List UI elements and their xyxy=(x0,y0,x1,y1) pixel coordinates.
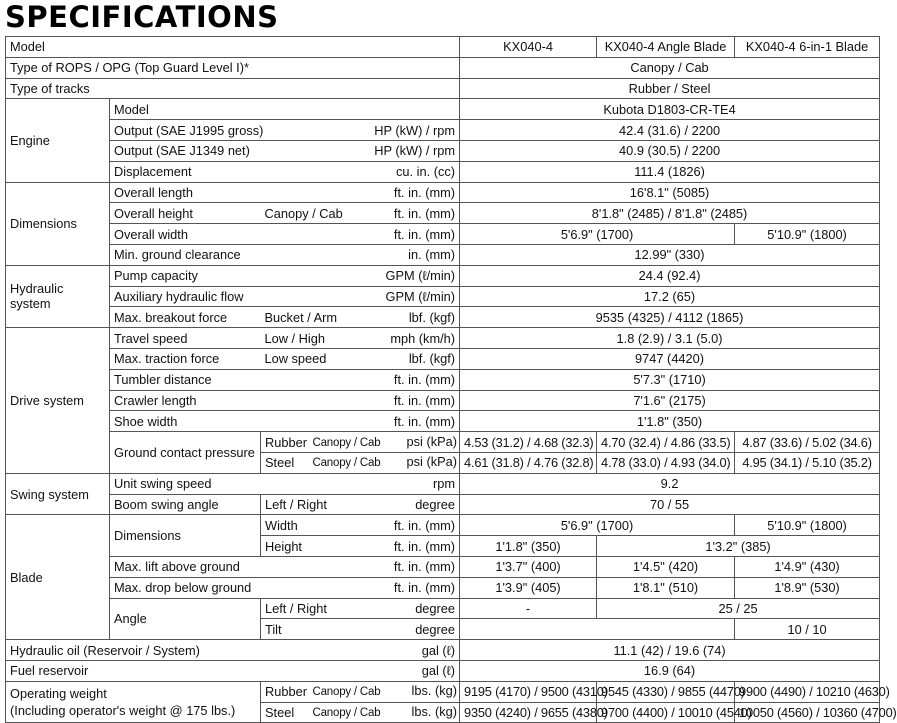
overall-length-label: Overall length xyxy=(110,182,311,203)
table-row xyxy=(6,515,880,536)
ground-pressure-steel-label: Steel xyxy=(261,452,311,473)
engine-net-unit: HP (kW) / rpm xyxy=(311,140,460,161)
max-drop-unit: ft. in. (mm) xyxy=(311,577,460,598)
column-header-angle-blade: KX040-4 Angle Blade xyxy=(597,37,735,58)
ground-pressure-rubber-label: Rubber xyxy=(261,432,311,453)
max-lift-label: Max. lift above ground xyxy=(110,556,311,577)
overall-length-unit: ft. in. (mm) xyxy=(311,182,460,203)
table-row xyxy=(6,120,880,141)
table-row xyxy=(6,577,880,598)
ground-pressure-steel-value-2: 4.78 (33.0) / 4.93 (34.0) xyxy=(597,452,735,473)
operating-weight-rubber-unit xyxy=(311,681,460,702)
column-header-kx040-4: KX040-4 xyxy=(460,37,597,58)
tumbler-distance-unit: ft. in. (mm) xyxy=(311,369,460,390)
table-row xyxy=(6,390,880,411)
overall-width-value: 5'6.9" (1700) xyxy=(460,224,735,245)
shoe-width-unit: ft. in. (mm) xyxy=(311,411,460,432)
tracks-label: Type of tracks xyxy=(6,78,460,99)
table-row xyxy=(6,140,880,161)
traction-force-value: 9747 (4420) xyxy=(460,348,880,369)
blade-angle-lr-sub: Left / Right xyxy=(261,598,311,619)
ground-pressure-steel-value-1: 4.61 (31.8) / 4.76 (32.8) xyxy=(460,452,597,473)
breakout-force-unit: lbf. (kgf) xyxy=(311,307,460,328)
shoe-width-label: Shoe width xyxy=(110,411,311,432)
blade-height-value-angle-6in1: 1'3.2" (385) xyxy=(597,536,880,557)
tumbler-distance-label: Tumbler distance xyxy=(110,369,311,390)
max-lift-unit: ft. in. (mm) xyxy=(311,556,460,577)
group-swing-system: Swing system xyxy=(6,473,110,515)
table-row xyxy=(6,681,880,702)
table-row xyxy=(6,348,880,369)
group-drive-system: Drive system xyxy=(6,328,110,474)
operating-weight-rubber-value-1: 9195 (4170) / 9500 (4310) xyxy=(460,681,597,702)
ground-pressure-steel-unit xyxy=(311,452,460,473)
traction-force-label: Max. traction force xyxy=(110,348,261,369)
overall-height-sub: Canopy / Cab xyxy=(261,203,311,224)
traction-force-unit: lbf. (kgf) xyxy=(311,348,460,369)
crawler-length-unit: ft. in. (mm) xyxy=(311,390,460,411)
boom-swing-value: 70 / 55 xyxy=(460,494,880,515)
travel-speed-label: Travel speed xyxy=(110,328,261,349)
operating-weight-rubber-label: Rubber xyxy=(261,681,311,702)
ground-clearance-value: 12.99" (330) xyxy=(460,244,880,265)
overall-length-value: 16'8.1" (5085) xyxy=(460,182,880,203)
ground-pressure-steel-value-3: 4.95 (34.1) / 5.10 (35.2) xyxy=(735,452,880,473)
boom-swing-sub: Left / Right xyxy=(261,494,311,515)
max-lift-value-1: 1'3.7" (400) xyxy=(460,556,597,577)
ground-pressure-rubber-psi: psi (kPa) xyxy=(406,433,458,449)
column-header-6in1-blade: KX040-4 6-in-1 Blade xyxy=(735,37,880,58)
travel-speed-unit: mph (km/h) xyxy=(311,328,460,349)
breakout-force-sub: Bucket / Arm xyxy=(261,307,311,328)
blade-width-value: 5'6.9" (1700) xyxy=(460,515,735,536)
ground-pressure-steel-cab: Canopy / Cab xyxy=(312,457,381,470)
travel-speed-sub: Low / High xyxy=(261,328,311,349)
aux-flow-unit: GPM (ℓ/min) xyxy=(311,286,460,307)
table-row xyxy=(6,57,880,78)
blade-angle-label: Angle xyxy=(110,598,261,640)
fuel-reservoir-value: 16.9 (64) xyxy=(460,660,880,681)
table-row xyxy=(6,37,880,58)
blade-tilt-value-6in1: 10 / 10 xyxy=(735,619,880,640)
group-dimensions: Dimensions xyxy=(6,182,110,265)
table-row xyxy=(6,265,880,286)
operating-weight-steel-label: Steel xyxy=(261,702,311,723)
unit-swing-speed-value: 9.2 xyxy=(460,473,880,494)
fuel-reservoir-label: Fuel reservoir xyxy=(6,660,311,681)
engine-gross-unit: HP (kW) / rpm xyxy=(311,120,460,141)
blade-angle-lr-unit: degree xyxy=(311,598,460,619)
hydraulic-oil-unit: gal (ℓ) xyxy=(311,640,460,661)
max-lift-value-2: 1'4.5" (420) xyxy=(597,556,735,577)
aux-flow-label: Auxiliary hydraulic flow xyxy=(110,286,311,307)
ground-pressure-rubber-cab: Canopy / Cab xyxy=(312,436,381,449)
operating-weight-steel-value-3: 10050 (4560) / 10360 (4700) xyxy=(735,702,880,723)
table-row xyxy=(6,411,880,432)
engine-displacement-label: Displacement xyxy=(110,161,311,182)
blade-angle-lr-value: - xyxy=(460,598,597,619)
table-row xyxy=(6,494,880,515)
rops-label: Type of ROPS / OPG (Top Guard Level I)* xyxy=(6,57,460,78)
engine-displacement-value: 111.4 (1826) xyxy=(460,161,880,182)
ground-pressure-rubber-value-1: 4.53 (31.2) / 4.68 (32.3) xyxy=(460,432,597,453)
max-drop-value-1: 1'3.9" (405) xyxy=(460,577,597,598)
pump-capacity-unit: GPM (ℓ/min) xyxy=(311,265,460,286)
crawler-length-value: 7'1.6" (2175) xyxy=(460,390,880,411)
engine-net-value: 40.9 (30.5) / 2200 xyxy=(460,140,880,161)
unit-swing-speed-label: Unit swing speed xyxy=(110,473,311,494)
table-row xyxy=(6,203,880,224)
table-row xyxy=(6,99,880,120)
tumbler-distance-value: 5'7.3" (1710) xyxy=(460,369,880,390)
page-title: SPECIFICATIONS xyxy=(5,0,279,34)
ground-pressure-rubber-value-2: 4.70 (32.4) / 4.86 (33.5) xyxy=(597,432,735,453)
ground-pressure-rubber-unit xyxy=(311,432,460,453)
ground-pressure-steel-psi: psi (kPa) xyxy=(406,454,458,470)
breakout-force-value: 9535 (4325) / 4112 (1865) xyxy=(460,307,880,328)
engine-model-value: Kubota D1803-CR-TE4 xyxy=(460,99,880,120)
group-engine: Engine xyxy=(6,99,110,182)
model-header-label: Model xyxy=(6,37,460,58)
max-drop-value-3: 1'8.9" (530) xyxy=(735,577,880,598)
unit-swing-speed-unit: rpm xyxy=(311,473,460,494)
operating-weight-label xyxy=(6,681,261,723)
operating-weight-rubber-lbs: lbs. (kg) xyxy=(411,683,458,699)
operating-weight-rubber-value-3: 9900 (4490) / 10210 (4630) xyxy=(735,681,880,702)
blade-width-sub: Width xyxy=(261,515,311,536)
engine-gross-value: 42.4 (31.6) / 2200 xyxy=(460,120,880,141)
pump-capacity-label: Pump capacity xyxy=(110,265,311,286)
table-row xyxy=(6,473,880,494)
travel-speed-value: 1.8 (2.9) / 3.1 (5.0) xyxy=(460,328,880,349)
ground-pressure-label: Ground contact pressure xyxy=(110,432,261,474)
operating-weight-steel-unit xyxy=(311,702,460,723)
ground-clearance-unit: in. (mm) xyxy=(311,244,460,265)
table-row xyxy=(6,598,880,619)
table-row xyxy=(6,224,880,245)
blade-height-value: 1'1.8" (350) xyxy=(460,536,597,557)
overall-height-label: Overall height xyxy=(110,203,261,224)
blade-width-unit: ft. in. (mm) xyxy=(311,515,460,536)
max-drop-label: Max. drop below ground xyxy=(110,577,311,598)
breakout-force-label: Max. breakout force xyxy=(110,307,261,328)
blade-dimensions-label: Dimensions xyxy=(110,515,261,557)
blade-width-value-6in1: 5'10.9" (1800) xyxy=(735,515,880,536)
rops-value: Canopy / Cab xyxy=(460,57,880,78)
table-row xyxy=(6,78,880,99)
crawler-length-label: Crawler length xyxy=(110,390,311,411)
overall-height-value: 8'1.8" (2485) / 8'1.8" (2485) xyxy=(460,203,880,224)
operating-weight-rubber-cab: Canopy / Cab xyxy=(312,686,381,699)
overall-width-value-6in1: 5'10.9" (1800) xyxy=(735,224,880,245)
blade-angle-lr-value-angle-6in1: 25 / 25 xyxy=(597,598,880,619)
operating-weight-line1: Operating weight xyxy=(10,686,107,701)
hydraulic-oil-value: 11.1 (42) / 19.6 (74) xyxy=(460,640,880,661)
blade-tilt-value-empty xyxy=(460,619,735,640)
operating-weight-rubber-value-2: 9545 (4330) / 9855 (4470) xyxy=(597,681,735,702)
blade-height-unit: ft. in. (mm) xyxy=(311,536,460,557)
table-row xyxy=(6,161,880,182)
operating-weight-steel-value-1: 9350 (4240) / 9655 (4380) xyxy=(460,702,597,723)
operating-weight-steel-cab: Canopy / Cab xyxy=(312,706,381,719)
blade-tilt-unit: degree xyxy=(311,619,460,640)
overall-width-label: Overall width xyxy=(110,224,311,245)
overall-width-unit: ft. in. (mm) xyxy=(311,224,460,245)
tracks-value: Rubber / Steel xyxy=(460,78,880,99)
table-row xyxy=(6,307,880,328)
operating-weight-steel-value-2: 9700 (4400) / 10010 (4540) xyxy=(597,702,735,723)
table-row xyxy=(6,660,880,681)
blade-height-sub: Height xyxy=(261,536,311,557)
aux-flow-value: 17.2 (65) xyxy=(460,286,880,307)
table-row xyxy=(6,369,880,390)
group-blade: Blade xyxy=(6,515,110,640)
table-row xyxy=(6,556,880,577)
shoe-width-value: 1'1.8" (350) xyxy=(460,411,880,432)
max-lift-value-3: 1'4.9" (430) xyxy=(735,556,880,577)
fuel-reservoir-unit: gal (ℓ) xyxy=(311,660,460,681)
engine-displacement-unit: cu. in. (cc) xyxy=(311,161,460,182)
pump-capacity-value: 24.4 (92.4) xyxy=(460,265,880,286)
table-row xyxy=(6,182,880,203)
engine-model-label: Model xyxy=(110,99,460,120)
operating-weight-line2: (Including operator's weight @ 175 lbs.) xyxy=(10,703,236,718)
hydraulic-oil-label: Hydraulic oil (Reservoir / System) xyxy=(6,640,311,661)
table-row xyxy=(6,328,880,349)
table-row xyxy=(6,640,880,661)
table-row xyxy=(6,432,880,453)
overall-height-unit: ft. in. (mm) xyxy=(311,203,460,224)
boom-swing-label: Boom swing angle xyxy=(110,494,261,515)
engine-gross-label: Output (SAE J1995 gross) xyxy=(110,120,311,141)
specifications-table xyxy=(5,36,897,723)
ground-pressure-rubber-value-3: 4.87 (33.6) / 5.02 (34.6) xyxy=(735,432,880,453)
boom-swing-unit: degree xyxy=(311,494,460,515)
max-drop-value-2: 1'8.1" (510) xyxy=(597,577,735,598)
table-row xyxy=(6,244,880,265)
ground-clearance-label: Min. ground clearance xyxy=(110,244,311,265)
operating-weight-steel-lbs: lbs. (kg) xyxy=(411,703,458,719)
group-hydraulic-system: Hydraulic system xyxy=(6,265,110,327)
blade-tilt-sub: Tilt xyxy=(261,619,311,640)
table-row xyxy=(6,286,880,307)
traction-force-sub: Low speed xyxy=(261,348,311,369)
engine-net-label: Output (SAE J1349 net) xyxy=(110,140,311,161)
